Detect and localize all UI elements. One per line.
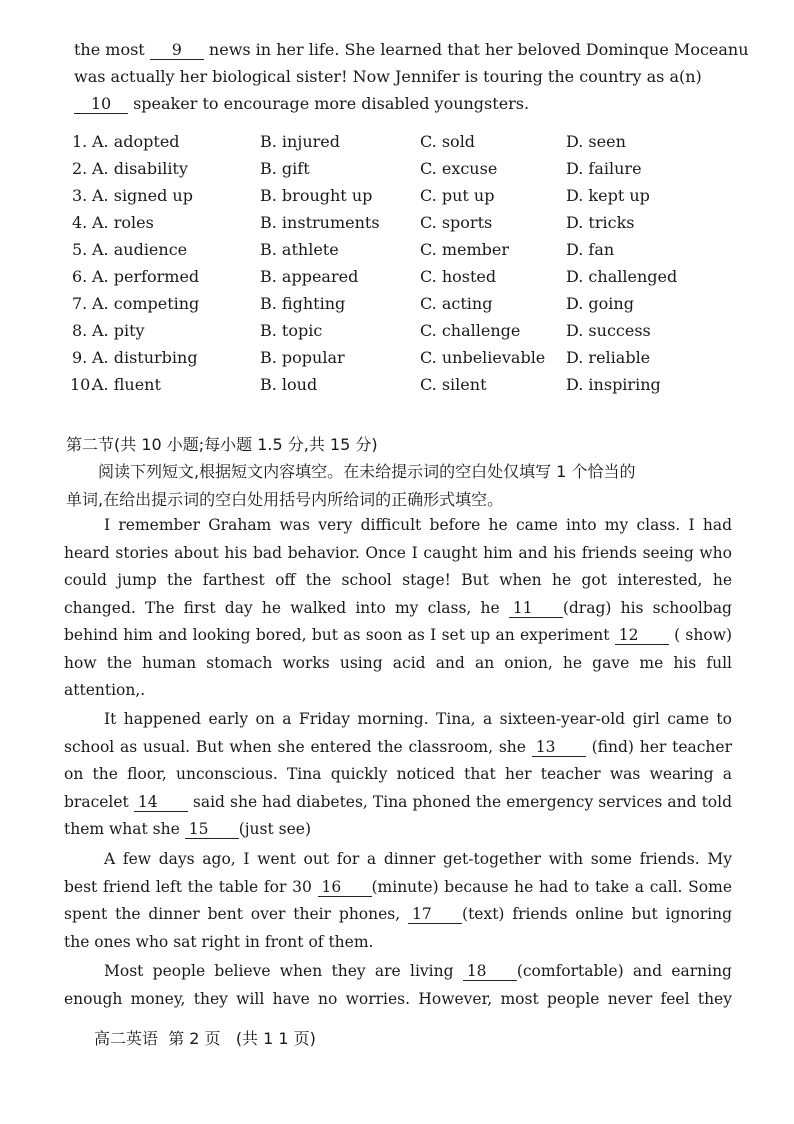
option-b[interactable]: B. brought up (260, 186, 373, 205)
option-row: 7. A. competing B. fighting C. acting D. going (72, 294, 634, 313)
option-a[interactable]: A. roles (92, 213, 154, 232)
option-a[interactable]: A. fluent (92, 375, 161, 394)
passage-paragraph-1: I remember Graham was very difficult before he came into my class. I had heard stories about his bad behavior. Once I caught him and his friends seeing who could jump the farthest off the school stage! But when he got interested, he changed. The first day he walked into my class, he 11 (drag) his schoolbag behind him and looking bored, but as soon as I set up an experiment 12 ( show) how the human stomach works using acid and an onion, he gave me his full attention,. (64, 516, 733, 699)
page-footer: 高二英语 第 2 页 (共 1 1 页) (94, 1029, 316, 1048)
option-d[interactable]: D. reliable (566, 348, 651, 367)
option-d[interactable]: D. tricks (566, 213, 635, 232)
option-b[interactable]: B. injured (260, 132, 340, 151)
option-c[interactable]: C. silent (420, 375, 487, 394)
option-c[interactable]: C. challenge (420, 321, 521, 340)
option-c[interactable]: C. acting (420, 294, 493, 313)
option-a[interactable]: A. competing (92, 294, 200, 313)
blank-11[interactable]: 11 (509, 599, 563, 618)
option-a[interactable]: A. disturbing (92, 348, 198, 367)
option-b[interactable]: B. instruments (260, 213, 380, 232)
section-instructions: 阅读下列短文,根据短文内容填空。在未给提示词的空白处仅填写 1 个恰当的 单词,在给出提示词的空白处用括号内所给词的正确形式填空。 (66, 462, 636, 509)
option-b[interactable]: B. loud (260, 375, 318, 394)
option-row: 3. A. signed up B. brought up C. put up D. kept up (72, 186, 650, 205)
option-c[interactable]: C. put up (420, 186, 495, 205)
blank-10[interactable]: 10 (74, 95, 128, 114)
option-a[interactable]: A. disability (92, 159, 188, 178)
option-d[interactable]: D. inspiring (566, 375, 661, 394)
blank-18[interactable]: 18 (463, 962, 517, 981)
blank-16[interactable]: 16 (318, 878, 372, 897)
option-b[interactable]: B. popular (260, 348, 345, 367)
option-c[interactable]: C. sold (420, 132, 476, 151)
blank-17[interactable]: 17 (408, 905, 462, 924)
option-c[interactable]: C. member (420, 240, 510, 259)
option-row: 10. A. fluent B. loud C. silent D. inspiring (70, 375, 661, 394)
passage-paragraph-3: A few days ago, I went out for a dinner get-together with some friends. My best friend left the table for 30 16 (minute) because he had to take a call. Some spent the dinner bent over their phones, 17 (text) friends online but ignoring the ones who sat right in front of them. (64, 850, 732, 951)
intro-line: 10 speaker to encourage more disabled youngsters. (74, 90, 724, 117)
option-row: 1. A. adopted B. injured C. sold D. seen (72, 132, 626, 151)
blank-9[interactable]: 9 (150, 41, 204, 60)
option-b[interactable]: B. athlete (260, 240, 339, 259)
option-c[interactable]: C. hosted (420, 267, 497, 286)
blank-13[interactable]: 13 (532, 738, 586, 757)
option-a[interactable]: A. adopted (92, 132, 180, 151)
option-d[interactable]: D. success (566, 321, 651, 340)
blank-12[interactable]: 12 (615, 626, 669, 645)
option-c[interactable]: C. sports (420, 213, 493, 232)
section-heading: 第二节(共 10 小题;每小题 1.5 分,共 15 分) (66, 435, 378, 454)
option-a[interactable]: A. pity (92, 321, 145, 340)
option-d[interactable]: D. kept up (566, 186, 650, 205)
option-row: 5. A. audience B. athlete C. member D. fan (72, 240, 615, 259)
option-a[interactable]: A. performed (92, 267, 200, 286)
option-d[interactable]: D. seen (566, 132, 626, 151)
option-c[interactable]: C. unbelievable (420, 348, 546, 367)
option-d[interactable]: D. challenged (566, 267, 678, 286)
option-d[interactable]: D. failure (566, 159, 642, 178)
blank-14[interactable]: 14 (134, 793, 188, 812)
intro-passage-end (74, 36, 749, 117)
intro-line: was actually her biological sister! Now Jennifer is touring the country as a(n) (74, 67, 702, 86)
passage-paragraph-4: Most people believe when they are living 18 (comfortable) and earning enough money, they will have no worries. However, most people never feel they (64, 962, 732, 1008)
passage-paragraph-2: It happened early on a Friday morning. Tina, a sixteen-year-old girl came to school as usual. But when she entered the classroom, she 13 (find) her teacher on the floor, unconscious. Tina quickly noticed that her teacher was wearing a bracelet 14 said she had diabetes, Tina phoned the emergency services and told them what she 15 (just see) (64, 710, 733, 838)
option-b[interactable]: B. appeared (260, 267, 359, 286)
option-b[interactable]: B. topic (260, 321, 323, 340)
option-d[interactable]: D. fan (566, 240, 615, 259)
option-b[interactable]: B. fighting (260, 294, 346, 313)
option-row: 4. A. roles B. instruments C. sports D. tricks (72, 213, 635, 232)
option-row: 9. A. disturbing B. popular C. unbelievable D. reliable (72, 348, 651, 367)
option-b[interactable]: B. gift (260, 159, 310, 178)
option-a[interactable]: A. audience (92, 240, 188, 259)
option-a[interactable]: A. signed up (92, 186, 193, 205)
option-d[interactable]: D. going (566, 294, 634, 313)
option-row: 6. A. performed B. appeared C. hosted D. challenged (72, 267, 678, 286)
blank-15[interactable]: 15 (185, 820, 239, 839)
option-c[interactable]: C. excuse (420, 159, 498, 178)
option-row: 8. A. pity B. topic C. challenge D. success (72, 321, 651, 340)
intro-line: the most 9 news in her life. She learned that her beloved Dominque Moceanu (74, 40, 749, 59)
option-row: 2. A. disability B. gift C. excuse D. failure (72, 159, 642, 178)
